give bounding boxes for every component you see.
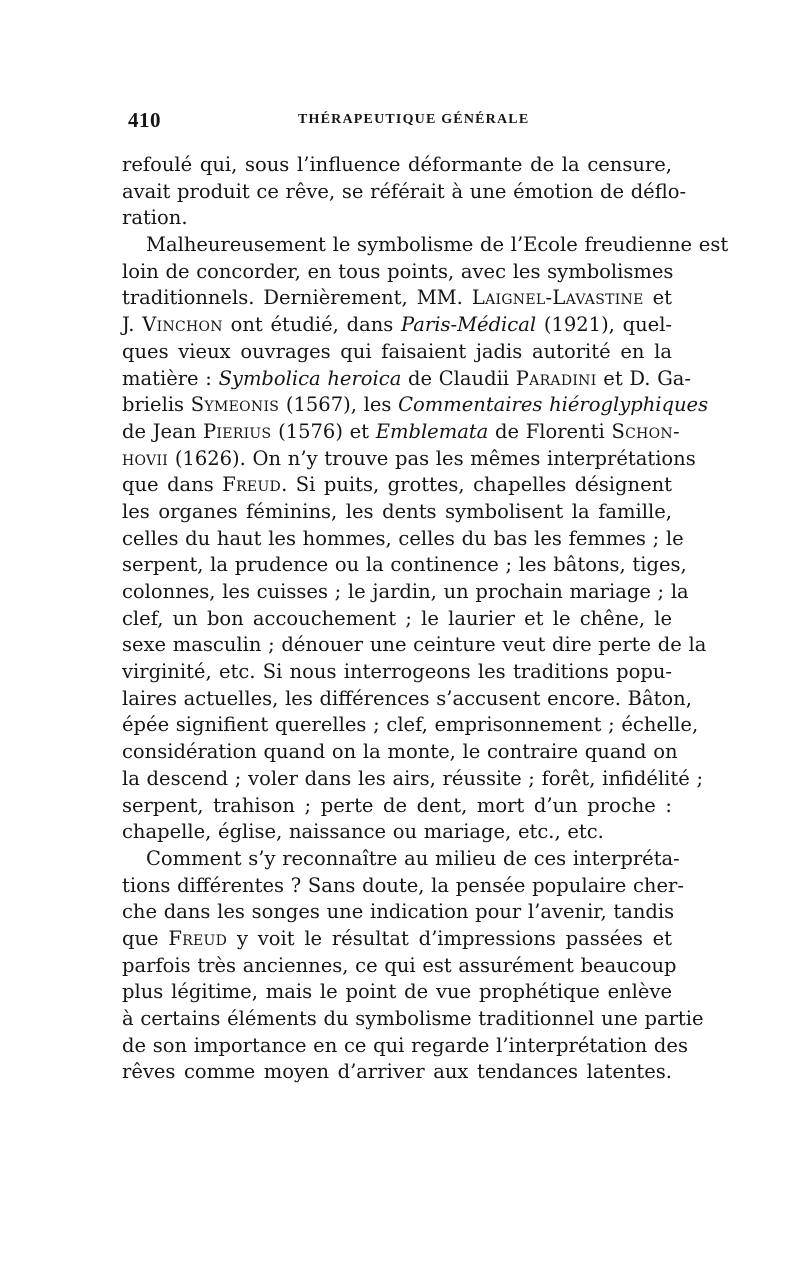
author-name: Vinchon (142, 313, 223, 337)
text-line: celles du haut les hommes, celles du bas les femmes ; le (122, 526, 684, 550)
text-line: que Freud y voit le résultat d’impressions passées et (122, 926, 673, 950)
book-title: Symbolica heroica (218, 366, 402, 390)
running-head (120, 108, 672, 148)
text-line: épée signifient querelles ; clef, emprisonnement ; échelle, (122, 713, 699, 737)
author-name: Symeonis (190, 393, 280, 417)
text-line: la descend ; voler dans les airs, réussite ; forêt, infidélité ; (122, 766, 704, 790)
text-line: rêves comme moyen d’arriver aux tendances latentes. (122, 1060, 672, 1084)
text-line: parfois très anciennes, ce qui est assurément beaucoup (122, 953, 677, 977)
text-line: ration. (122, 206, 188, 230)
journal-title: Paris-Médical (401, 313, 537, 337)
running-title: THÉRAPEUTIQUE GÉNÉRALE (298, 112, 530, 127)
text-line: de son importance en ce qui regarde l’interprétation des (122, 1033, 688, 1057)
text-line: serpent, la prudence ou la continence ; les bâtons, tiges, (122, 553, 687, 577)
author-name: hovii (122, 446, 169, 470)
text-line: considération quand on la monte, le contraire quand on (122, 740, 678, 764)
text-line: les organes féminins, les dents symbolisent la famille, (122, 499, 672, 523)
text-line: à certains éléments du symbolisme traditionnel une partie (122, 1007, 704, 1030)
author-name: Freud (168, 926, 228, 950)
body-text (122, 152, 729, 1086)
author-name: Pierius (202, 419, 272, 443)
text-line: chapelle, église, naissance ou mariage, etc., etc. (122, 820, 604, 844)
book-title: Commentaires hiéroglyphiques (398, 393, 709, 417)
text-line: ques vieux ouvrages qui faisaient jadis autorité en la (122, 339, 672, 363)
text-line: avait produit ce rêve, se référait à une émotion de déflo- (122, 179, 687, 203)
text-line: loin de concorder, en tous points, avec les symbolismes (122, 259, 674, 283)
text-line: brielis Symeonis (1567), les Commentaires hiéroglyphiques (122, 393, 709, 417)
text-line: clef, un bon accouchement ; le laurier et le chêne, le (122, 606, 672, 630)
text-line: Malheureusement le symbolisme de l’Ecole freudienne est (146, 233, 729, 257)
author-name: Paradini (515, 366, 597, 390)
text-line: sexe masculin ; dénouer une ceinture veut dire perte de la (122, 633, 707, 657)
text-line: Comment s’y reconnaître au milieu de ces interpréta- (146, 846, 680, 870)
text-line: hovii (1626). On n’y trouve pas les mêmes interprétations (122, 446, 696, 470)
text-line: J. Vinchon ont étudié, dans Paris-Médical (1921), quel- (122, 313, 673, 337)
text-line: virginité, etc. Si nous interrogeons les traditions popu- (122, 660, 672, 684)
text-line: laires actuelles, les différences s’accusent encore. Bâton, (122, 686, 692, 710)
text-line: colonnes, les cuisses ; le jardin, un prochain mariage ; la (122, 580, 689, 603)
text-line: refoulé qui, sous l’influence déformante de la censure, (122, 153, 672, 176)
author-name: Freud (222, 473, 282, 497)
text-line: de Jean Pierius (1576) et Emblemata de Florenti Schon- (122, 419, 680, 443)
page-number: 410 (128, 108, 161, 132)
text-line: traditionnels. Dernièrement, MM. Laignel-Lavastine et (122, 286, 672, 310)
text-line: tions différentes ? Sans doute, la pensée populaire cher- (122, 873, 684, 897)
text-line: che dans les songes une indication pour l’avenir, tandis (122, 900, 675, 924)
book-page (120, 108, 729, 1084)
author-name: Schon- (611, 419, 680, 443)
text-line: plus légitime, mais le point de vue prophétique enlève (122, 980, 672, 1004)
text-line: matière : Symbolica heroica de Claudii Paradini et D. Ga- (122, 366, 691, 390)
text-line: que dans Freud. Si puits, grottes, chapelles désignent (122, 473, 672, 497)
book-title: Emblemata (375, 419, 489, 443)
text-line: serpent, trahison ; perte de dent, mort d’un proche : (122, 793, 672, 817)
author-name: Laignel-Lavastine (471, 286, 644, 310)
